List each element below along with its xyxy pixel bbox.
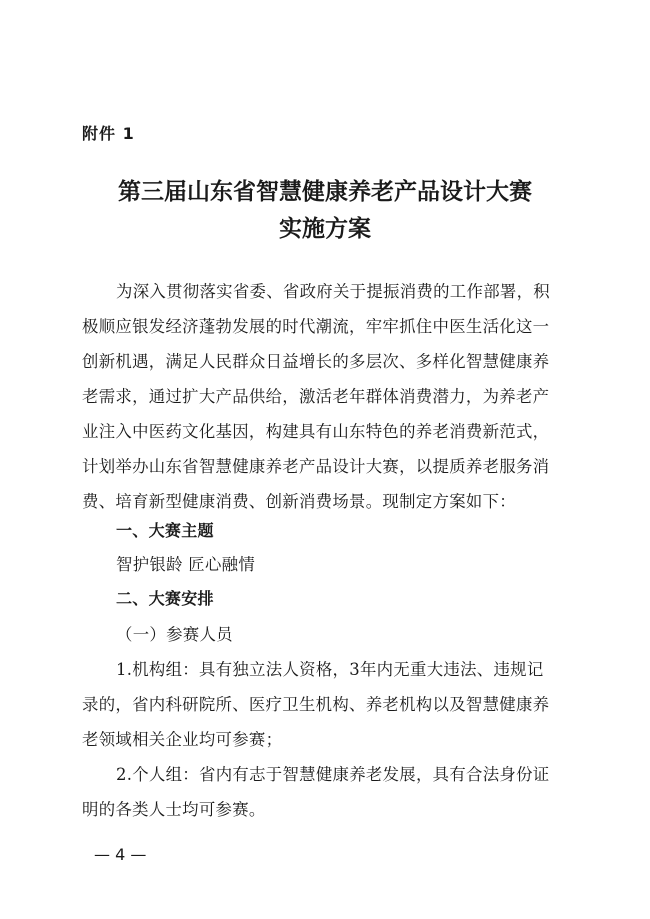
intro-line-6: 计划举办山东省智慧健康养老产品设计大赛，以提质养老服务消 — [82, 457, 550, 476]
item-2-line-2: 明的各类人士均可参赛。 — [82, 800, 266, 819]
item-1-line-2: 录的，省内科研院所、医疗卫生机构、养老机构以及智慧健康养 — [82, 695, 550, 714]
intro-line-2: 极顺应银发经济蓬勃发展的时代潮流，牢牢抓住中医生活化这一 — [82, 317, 550, 336]
section-1-heading: 一、大赛主题 — [116, 521, 214, 540]
intro-line-3: 创新机遇，满足人民群众日益增长的多层次、多样化智慧健康养 — [82, 352, 550, 371]
section-1-text: 智护银龄 匠心融情 — [116, 555, 256, 574]
intro-line-1: 为深入贯彻落实省委、省政府关于提振消费的工作部署，积 — [116, 282, 550, 301]
section-2-heading: 二、大赛安排 — [116, 589, 214, 608]
subsection-1-heading: （一）参赛人员 — [116, 625, 233, 644]
document-title-line-2: 实施方案 — [279, 215, 371, 242]
intro-line-7: 费、培育新型健康消费、创新消费场景。现制定方案如下： — [82, 492, 516, 511]
item-1-line-1: 1.机构组：具有独立法人资格，3年内无重大违法、违规记 — [116, 660, 544, 679]
attachment-label: 附件 1 — [82, 124, 135, 143]
page-number: — 4 — — [94, 845, 147, 864]
intro-line-4: 老需求，通过扩大产品供给，激活老年群体消费潜力，为养老产 — [82, 387, 550, 406]
document-title-line-1: 第三届山东省智慧健康养老产品设计大赛 — [118, 178, 532, 205]
item-2-line-1: 2.个人组：省内有志于智慧健康养老发展，具有合法身份证 — [116, 765, 550, 784]
item-1-line-3: 老领域相关企业均可参赛； — [82, 730, 283, 749]
intro-line-5: 业注入中医药文化基因，构建具有山东特色的养老消费新范式， — [82, 422, 550, 441]
